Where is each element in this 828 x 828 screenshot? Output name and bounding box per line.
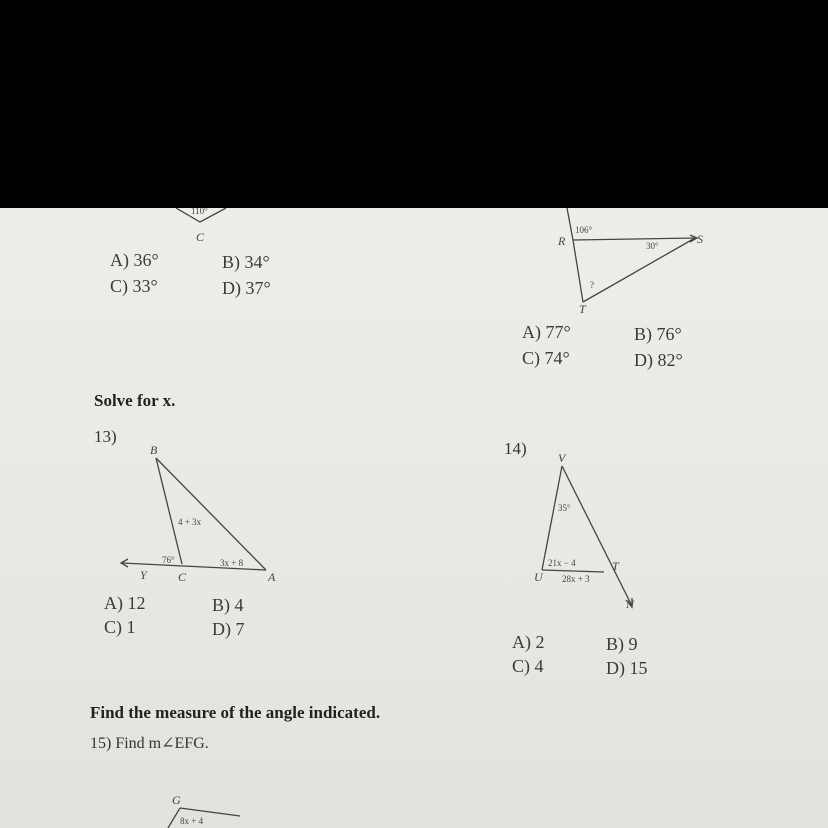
q14-choice-a: A) 2 [512, 632, 545, 652]
q14-vertex-n: N [626, 597, 635, 611]
q14-choice-c: C) 4 [512, 656, 544, 676]
q13-choice-a: A) 12 [104, 593, 146, 613]
q14-vertex-u: U [534, 570, 543, 584]
prev-left-choice-b: B) 34° [222, 252, 270, 272]
q13-number: 13) [94, 427, 117, 446]
prev-left-angle-label: 110° [191, 208, 208, 216]
q14-triangle [542, 466, 632, 607]
worksheet-page [0, 208, 828, 828]
prev-right-angle-r: 106° [575, 225, 593, 235]
q14-expr-inner: 21x − 4 [548, 558, 576, 568]
prev-right-choice-b: B) 76° [634, 324, 682, 344]
q13-expr-top: 4 + 3x [178, 517, 202, 527]
q15-expr: 8x + 4 [180, 816, 204, 826]
section-heading-solve: Solve for x. [94, 391, 176, 410]
prev-right-angle-t: ? [590, 280, 594, 290]
q14-choice-b: B) 9 [606, 634, 638, 654]
q14-angle-top: 35° [558, 503, 571, 513]
q14-vertex-v: V [558, 451, 566, 465]
prev-right-choice-a: A) 77° [522, 322, 571, 342]
prev-right-choice-c: C) 74° [522, 348, 570, 368]
prev-right-angle-s: 30° [646, 241, 659, 251]
q13-expr-right: 3x + 8 [220, 558, 244, 568]
q15-vertex-g: G [172, 793, 181, 807]
prev-left-vertex-c: C [196, 230, 205, 244]
q13-vertex-c: C [178, 570, 187, 584]
q13-angle: 76° [162, 555, 175, 565]
prev-left-choice-d: D) 37° [222, 278, 271, 298]
q14-vertex-t: T [612, 559, 619, 573]
prev-right-choice-d: D) 82° [634, 350, 683, 370]
q15-prompt: 15) Find m∠EFG. [90, 735, 209, 752]
q13-triangle [121, 458, 266, 570]
prev-left-choice-c: C) 33° [110, 276, 158, 296]
q13-vertex-y: Y [140, 568, 147, 582]
q13-vertex-b: B [150, 443, 158, 457]
prev-left-choice-a: A) 36° [110, 250, 159, 270]
q13-choice-d: D) 7 [212, 619, 245, 639]
section-heading-find: Find the measure of the angle indicated. [90, 703, 381, 722]
prev-right-triangle [567, 208, 697, 302]
q14-expr-outer: 28x + 3 [562, 574, 590, 584]
prev-right-vertex-t: T [579, 302, 586, 316]
q13-choice-b: B) 4 [212, 595, 244, 615]
q15-figure [168, 808, 240, 828]
q14-choice-d: D) 15 [606, 658, 648, 678]
q13-vertex-a: A [268, 570, 276, 584]
prev-right-vertex-s: S [697, 232, 703, 246]
prev-right-vertex-r: R [558, 234, 566, 248]
q13-choice-c: C) 1 [104, 617, 136, 637]
q14-number: 14) [504, 439, 527, 458]
